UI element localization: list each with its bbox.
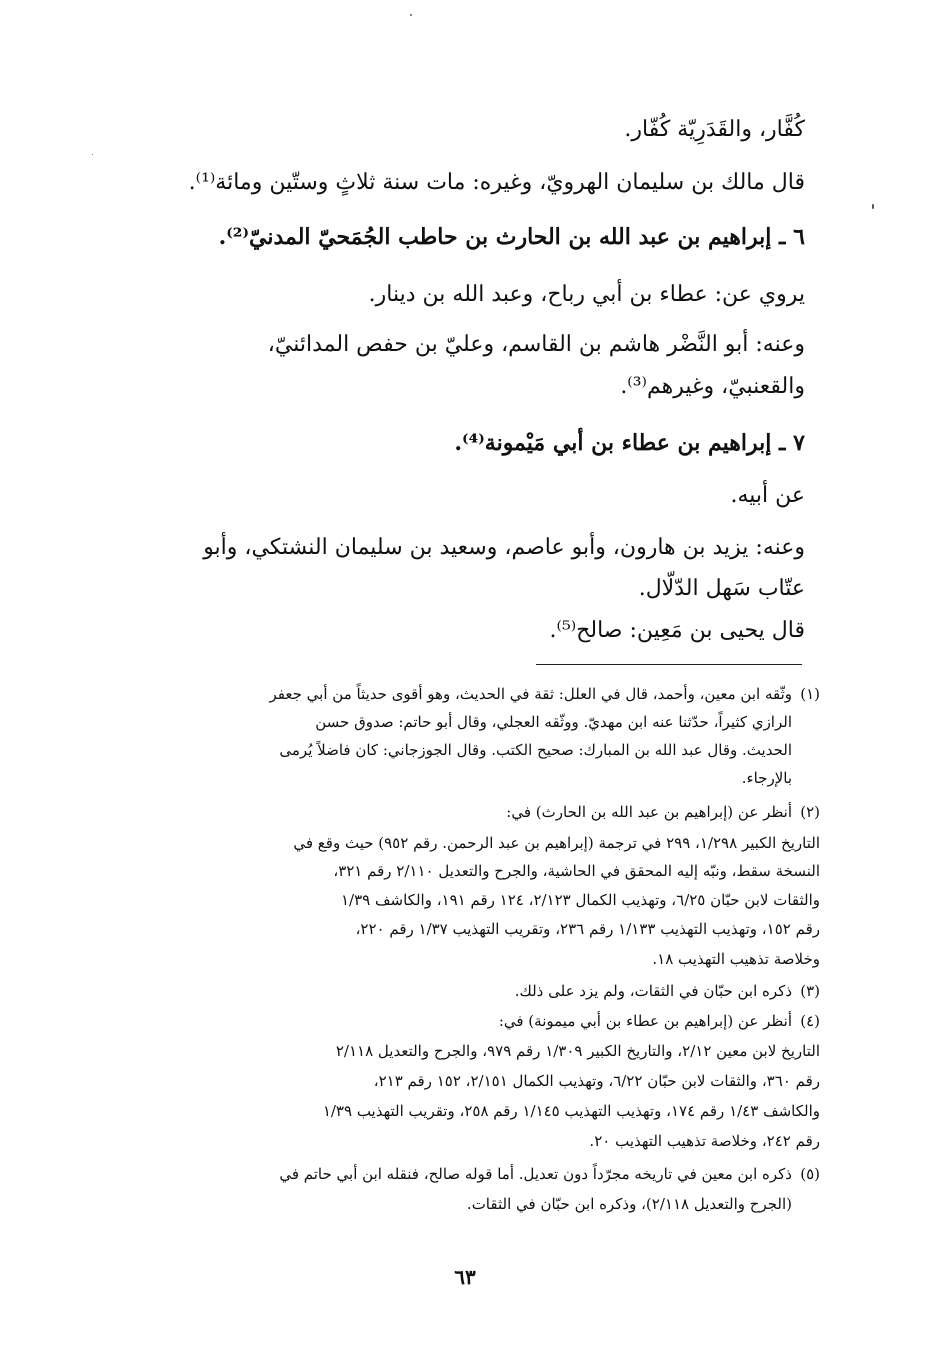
footnote-line: ذكره ابن حبّان في الثقات، ولم يزد على ذلك. bbox=[514, 982, 792, 1000]
footnote-line: الرازي كثيراً، حدّثنا عنه ابن مهديّ. ووثّقه العجلي، وقال أبو حاتم: صدوق حسن bbox=[315, 713, 792, 731]
footnote-line: التاريخ الكبير ١/٢٩٨، ٢٩٩ في ترجمة (إبراهيم بن عبد الرحمن. رقم ٩٥٢) حيث وقع في bbox=[293, 834, 820, 852]
footnote-line: رقم ١٥٢، وتهذيب التهذيب ١/١٣٣ رقم ٢٣٦، وتقريب التهذيب ١/٣٧ رقم ٢٢٠، bbox=[355, 920, 820, 938]
body-line: وعنه: أبو النَّضْر هاشم بن القاسم، وعليّ بن حفص المدائنيّ، bbox=[267, 332, 805, 357]
body-line: عن أبيه. bbox=[730, 483, 805, 508]
page-number: ٦٣ bbox=[454, 1265, 476, 1289]
footnote-number: (١) bbox=[800, 685, 820, 703]
scan-speck bbox=[872, 204, 874, 209]
footnote-number: (٤) bbox=[800, 1012, 820, 1030]
footnote-line: رقم ٢٤٢، وخلاصة تذهيب التهذيب ٢٠. bbox=[589, 1132, 820, 1150]
footnote-line: (الجرح والتعديل ٢/١١٨)، وذكره ابن حبّان في الثقات. bbox=[466, 1195, 792, 1213]
footnote-line: وخلاصة تذهيب التهذيب ١٨. bbox=[652, 950, 820, 968]
footnote-separator bbox=[536, 664, 802, 665]
body-line: قال يحيى بن مَعِين: صالح⁽⁵⁾. bbox=[549, 618, 805, 643]
footnote-line: والثقات لابن حبّان ٦/٢٥، وتهذيب الكمال ٢/١٢٣، ١٢٤ رقم ١٩١، والكاشف ١/٣٩ bbox=[341, 891, 820, 909]
body-line: والقعنبيّ، وغيرهم⁽³⁾. bbox=[620, 374, 805, 399]
footnote-line: التاريخ لابن معين ٢/١٢، والتاريخ الكبير ١/٣٠٩ رقم ٩٧٩، والجرح والتعديل ٢/١١٨ bbox=[335, 1042, 820, 1060]
footnote-line: الحديث. وقال عبد الله بن المبارك: صحيح الكتب. وقال الجوزجاني: كان فاضلاً يُرمى bbox=[279, 741, 792, 759]
footnote-number: (٣) bbox=[800, 982, 820, 1000]
footnote-number: (٢) bbox=[800, 803, 820, 821]
footnote-line: والكاشف ١/٤٣ رقم ١٧٤، وتهذيب التهذيب ١/١٤٥ رقم ٢٥٨، وتقريب التهذيب ١/٣٩ bbox=[322, 1102, 820, 1120]
footnote-line: النسخة سقط، ونبّه إليه المحقق في الحاشية، والجرح والتعديل ٢/١١٠ رقم ٣٢١، bbox=[333, 862, 820, 880]
footnote-line: ذكره ابن معين في تاريخه مجرّداً دون تعديل. أما قوله صالح، فنقله ابن أبي حاتم في bbox=[279, 1165, 792, 1183]
footnote-number: (٥) bbox=[800, 1165, 820, 1183]
footnote-line: بالإرجاء. bbox=[741, 769, 792, 787]
body-line: قال مالك بن سليمان الهرويّ، وغيره: مات سنة ثلاثٍ وستّين ومائة⁽¹⁾. bbox=[188, 170, 805, 195]
entry-heading-7: ٧ ـ إبراهيم بن عطاء بن أبي مَيْمونة⁽⁴⁾. bbox=[454, 430, 805, 456]
scan-speck bbox=[410, 14, 412, 16]
body-line: يروي عن: عطاء بن أبي رباح، وعبد الله بن دينار. bbox=[368, 282, 805, 307]
footnote-line: رقم ٣٦٠، والثقات لابن حبّان ٦/٢٢، وتهذيب الكمال ٢/١٥١، ١٥٢ رقم ٢١٣، bbox=[373, 1072, 820, 1090]
body-line: كُفَّار، والقَدَرِيّة كُفّار. bbox=[624, 117, 805, 142]
scan-speck bbox=[92, 154, 93, 155]
footnote-line: وثّقه ابن معين، وأحمد، قال في العلل: ثقة في الحديث، وهو أقوى حديثاً من أبي جعفر bbox=[269, 685, 792, 703]
entry-heading-6: ٦ ـ إبراهيم بن عبد الله بن الحارث بن حاطب الجُمَحيّ المدنيّ⁽²⁾. bbox=[218, 224, 805, 250]
body-line: عتّاب سَهل الدّلّال. bbox=[638, 576, 805, 601]
footnote-line: أنظر عن (إبراهيم بن عطاء بن أبي ميمونة) في: bbox=[498, 1012, 792, 1030]
footnote-line: أنظر عن (إبراهيم بن عبد الله بن الحارث) في: bbox=[506, 803, 792, 821]
body-line: وعنه: يزيد بن هارون، وأبو عاصم، وسعيد بن سليمان النشتكي، وأبو bbox=[203, 535, 805, 560]
